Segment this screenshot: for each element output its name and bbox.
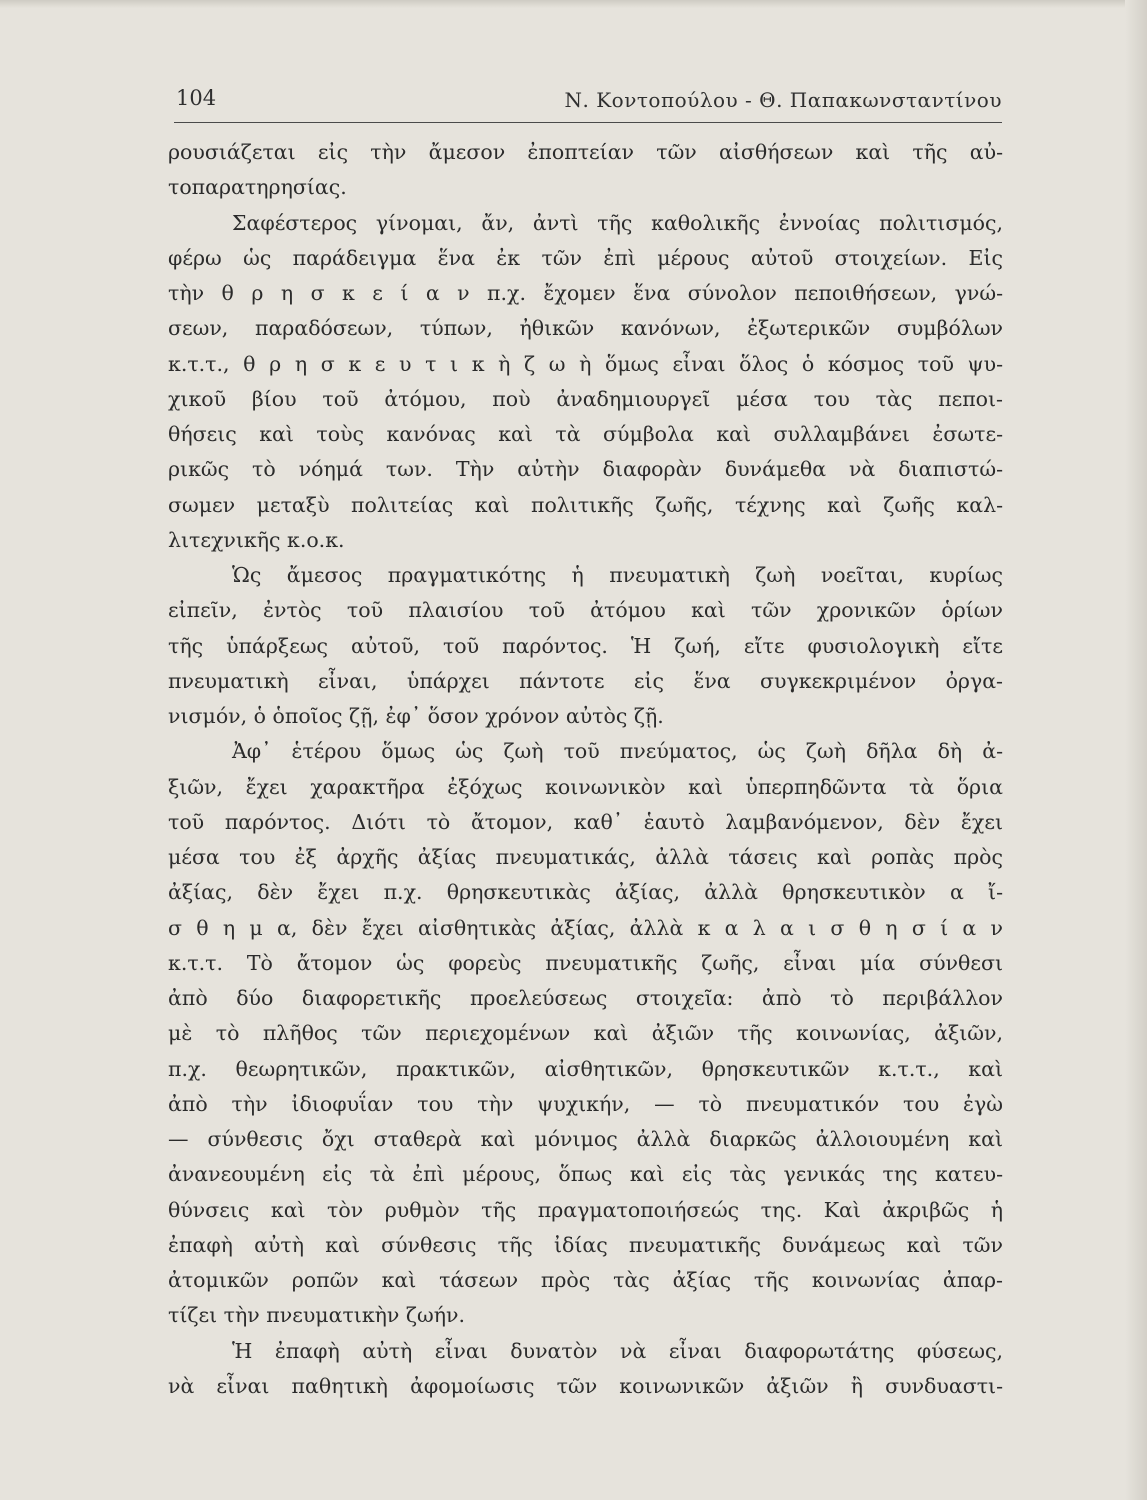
text-line: πνευματικὴ εἶναι, ὑπάρχει πάντοτε εἰς ἕνα συγκεκριμένον ὀργα- [168,668,1003,693]
text-line: Σαφέστερος γίνομαι, ἄν, ἀντὶ τῆς καθολικῆς ἐννοίας πολιτισμός, [232,210,1003,235]
text-line: π.χ. θεωρητικῶν, πρακτικῶν, αἰσθητικῶν, θρησκευτικῶν κ.τ.τ., καὶ [168,1056,1003,1081]
text-line: ἀπὸ δύο διαφορετικῆς προελεύσεως στοιχεῖα: ἀπὸ τὸ περιβάλλον [168,986,1003,1010]
text-line: νισμόν, ὁ ὁποῖος ζῇ, ἐφ᾽ ὅσον χρόνον αὐτὸς ζῇ. [168,704,664,728]
text-line: Ἡ ἐπαφὴ αὐτὴ εἶναι δυνατὸν νὰ εἶναι διαφορωτάτης φύσεως, [232,1338,1003,1363]
running-head: Ν. Κοντοπούλου - Θ. Παπακωνσταντίνου [564,88,1002,112]
text-line: τῆς ὑπάρξεως αὐτοῦ, τοῦ παρόντος. Ἡ ζωή, εἴτε φυσιολογικὴ εἴτε [168,633,1003,658]
text-line: ρικῶς τὸ νόημά των. Τὴν αὐτὴν διαφορὰν δυνάμεθα νὰ διαπιστώ- [168,457,1003,482]
text-line: θήσεις καὶ τοὺς κανόνας καὶ τὰ σύμβολα καὶ συλλαμβάνει ἐσωτε- [168,422,1003,446]
text-line: Ἀφ᾽ ἑτέρου ὅμως ὡς ζωὴ τοῦ πνεύματος, ὡς ζωὴ δῆλα δὴ ἀ- [232,739,1003,764]
text-line: τοῦ παρόντος. Διότι τὸ ἄτομον, καθ᾽ ἑαυτὸ λαμβανόμενον, δὲν ἔχει [168,809,1003,834]
text-line: μὲ τὸ πλῆθος τῶν περιεχομένων καὶ ἀξιῶν τῆς κοινωνίας, ἀξιῶν, [168,1021,1003,1046]
page-top-shadow [0,0,1147,8]
text-line: κ.τ.τ., θ ρ η σ κ ε υ τ ι κ ὴ ζ ω ὴ ὅμως εἶναι ὅλος ὁ κόσμος τοῦ ψυ- [168,351,1003,376]
text-line: — σύνθεσις ὄχι σταθερὰ καὶ μόνιμος ἀλλὰ διαρκῶς ἀλλοιουμένη καὶ [168,1127,1003,1151]
body-text [168,135,1003,1404]
text-line: τὴν θ ρ η σ κ ε ί α ν π.χ. ἔχομεν ἕνα σύνολον πεποιθήσεων, γνώ- [168,281,1003,305]
text-line: σεων, παραδόσεων, τύπων, ἠθικῶν κανόνων, ἐξωτερικῶν συμβόλων [168,316,1003,341]
text-line: φέρω ὡς παράδειγμα ἕνα ἐκ τῶν ἐπὶ μέρους αὐτοῦ στοιχείων. Εἰς [168,245,1003,270]
text-line: σωμεν μεταξὺ πολιτείας καὶ πολιτικῆς ζωῆς, τέχνης καὶ ζωῆς καλ- [168,492,1003,517]
text-line: εἰπεῖν, ἐντὸς τοῦ πλαισίου τοῦ ἀτόμου καὶ τῶν χρονικῶν ὁρίων [168,598,1003,623]
text-line: ξιῶν, ἔχει χαρακτῆρα ἐξόχως κοινωνικὸν καὶ ὑπερπηδῶντα τὰ ὅρια [168,774,1003,799]
text-line: ἐπαφὴ αὐτὴ καὶ σύνθεσις τῆς ἰδίας πνευματικῆς δυνάμεως καὶ τῶν [168,1232,1003,1257]
text-line: τίζει τὴν πνευματικὴν ζωήν. [168,1303,465,1328]
page-number: 104 [176,86,217,110]
text-line: θύνσεις καὶ τὸν ρυθμὸν τῆς πραγματοποιήσεώς της. Καὶ ἀκριβῶς ἡ [168,1197,1003,1222]
text-line: χικοῦ βίου τοῦ ἀτόμου, ποὺ ἀναδημιουργεῖ μέσα του τὰς πεποι- [168,386,1003,411]
text-line: μέσα του ἐξ ἀρχῆς ἀξίας πνευματικάς, ἀλλὰ τάσεις καὶ ροπὰς πρὸς [168,845,1003,869]
text-line: ἀξίας, δὲν ἔχει π.χ. θρησκευτικὰς ἀξίας, ἀλλὰ θρησκευτικὸν α ἴ- [168,880,1003,905]
text-line: ἀτομικῶν ροπῶν καὶ τάσεων πρὸς τὰς ἀξίας τῆς κοινωνίας ἀπαρ- [168,1268,1003,1292]
text-line: ἀπὸ τὴν ἰδιοφυΐαν του τὴν ψυχικήν, — τὸ πνευματικόν του ἐγὼ [168,1091,1003,1116]
text-line: Ὡς ἄμεσος πραγματικότης ἡ πνευματικὴ ζωὴ νοεῖται, κυρίως [232,563,1003,587]
text-line: ἀνανεουμένη εἰς τὰ ἐπὶ μέρους, ὅπως καὶ εἰς τὰς γενικάς της κατευ- [168,1162,1003,1187]
text-line: σ θ η μ α, δὲν ἔχει αἰσθητικὰς ἀξίας, ἀλλὰ κ α λ α ι σ θ η σ ί α ν [168,915,1003,940]
text-line: νὰ εἶναι παθητικὴ ἀφομοίωσις τῶν κοινωνικῶν ἀξιῶν ἢ συνδυαστι- [168,1373,1003,1398]
text-line: λιτεχνικῆς κ.ο.κ. [168,527,345,552]
page-edge-shadow [1125,0,1147,1500]
text-line: κ.τ.τ. Τὸ ἄτομον ὡς φορεὺς πνευματικῆς ζωῆς, εἶναι μία σύνθεσι [168,950,1003,975]
text-line: τοπαρατηρησίας. [168,175,347,200]
page-header [174,86,1002,123]
text-line: ρουσιάζεται εἰς τὴν ἄμεσον ἐποπτείαν τῶν αἰσθήσεων καὶ τῆς αὐ- [168,140,1003,164]
